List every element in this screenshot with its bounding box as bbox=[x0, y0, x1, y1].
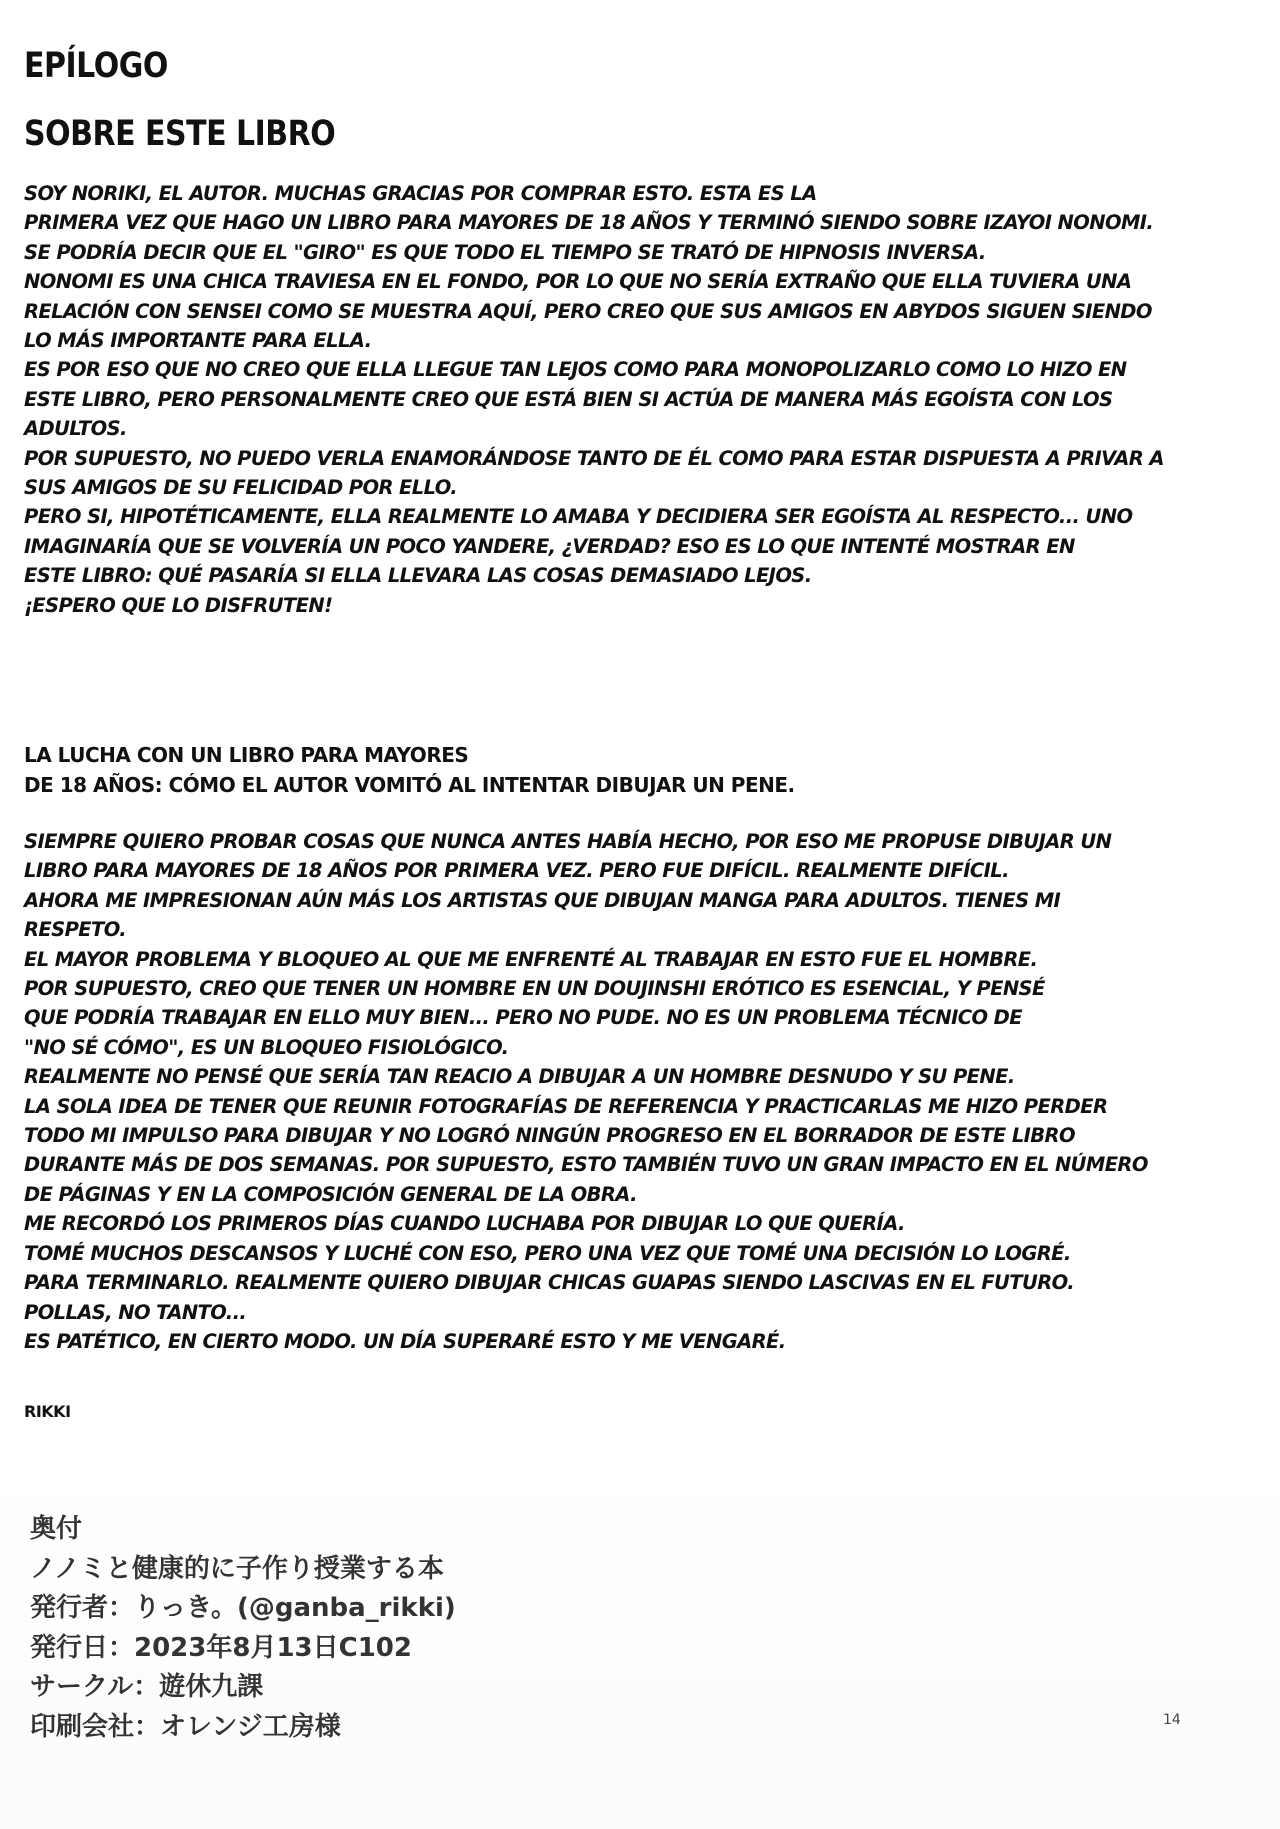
text-line: DURANTE MÁS DE DOS SEMANAS. POR SUPUESTO, ESTO TAMBIÉN TUVO UN GRAN IMPACTO EN EL NÚMERO bbox=[24, 1153, 1148, 1177]
text-line: LIBRO PARA MAYORES DE 18 AÑOS POR PRIMERA VEZ. PERO FUE DIFÍCIL. REALMENTE DIFÍCIL. bbox=[24, 859, 1009, 883]
text-line: LA SOLA IDEA DE TENER QUE REUNIR FOTOGRAFÍAS DE REFERENCIA Y PRACTICARLAS ME HIZO PERDER bbox=[24, 1094, 1108, 1118]
colophon bbox=[30, 1510, 456, 1747]
section1-title: SOBRE ESTE LIBRO bbox=[24, 114, 336, 155]
text-line: IMAGINARÍA QUE SE VOLVERÍA UN POCO YANDERE, ¿VERDAD? ESO ES LO QUE INTENTÉ MOSTRAR EN bbox=[24, 534, 1075, 558]
colophon-date: 発行日：2023年8月13日C102 bbox=[30, 1632, 412, 1663]
text-line: POLLAS, NO TANTO... bbox=[24, 1300, 247, 1324]
text-line: SOY NORIKI, EL AUTOR. MUCHAS GRACIAS POR COMPRAR ESTO. ESTA ES LA bbox=[24, 182, 817, 205]
text-line: SE PODRÍA DECIR QUE EL "GIRO" ES QUE TODO EL TIEMPO SE TRATÓ DE HIPNOSIS INVERSA. bbox=[24, 240, 986, 264]
text-line: PARA TERMINARLO. REALMENTE QUIERO DIBUJAR CHICAS GUAPAS SIENDO LASCIVAS EN EL FUTURO. bbox=[24, 1271, 1074, 1295]
title-line: DE 18 AÑOS: CÓMO EL AUTOR VOMITÓ AL INTENTAR DIBUJAR UN PENE. bbox=[24, 773, 795, 797]
text-line: PERO SI, HIPOTÉTICAMENTE, ELLA REALMENTE LO AMABA Y DECIDIERA SER EGOÍSTA AL RESPECTO... UNO bbox=[24, 505, 1133, 529]
page-number: 14 bbox=[1163, 1712, 1181, 1728]
title-line: LA LUCHA CON UN LIBRO PARA MAYORES bbox=[24, 743, 469, 767]
colophon-heading: 奥付 bbox=[30, 1514, 83, 1544]
text-line: "NO SÉ CÓMO", ES UN BLOQUEO FISIOLÓGICO. bbox=[24, 1035, 509, 1059]
text-line: ¡ESPERO QUE LO DISFRUTEN! bbox=[24, 593, 333, 617]
text-line: REALMENTE NO PENSÉ QUE SERÍA TAN REACIO A DIBUJAR A UN HOMBRE DESNUDO Y SU PENE. bbox=[24, 1065, 1015, 1089]
colophon-publisher: 発行者：りっき。(@ganba_rikki) bbox=[30, 1593, 456, 1623]
author-signature: RIKKI bbox=[24, 1402, 71, 1421]
text-line: ME RECORDÓ LOS PRIMEROS DÍAS CUANDO LUCHABA POR DIBUJAR LO QUE QUERÍA. bbox=[24, 1212, 905, 1236]
text-line: SIEMPRE QUIERO PROBAR COSAS QUE NUNCA ANTES HABÍA HECHO, POR ESO ME PROPUSE DIBUJAR UN bbox=[24, 830, 1112, 853]
text-line: LO MÁS IMPORTANTE PARA ELLA. bbox=[24, 329, 372, 353]
text-line: TODO MI IMPULSO PARA DIBUJAR Y NO LOGRÓ NINGÚN PROGRESO EN EL BORRADOR DE ESTE LIBRO bbox=[24, 1124, 1075, 1148]
colophon-title: ノノミと健康的に子作り授業する本 bbox=[30, 1553, 444, 1584]
text-line: DE PÁGINAS Y EN LA COMPOSICIÓN GENERAL DE LA OBRA. bbox=[24, 1182, 637, 1206]
text-line: NONOMI ES UNA CHICA TRAVIESA EN EL FONDO, POR LO QUE NO SERÍA EXTRAÑO QUE ELLA TUVIERA UNA bbox=[24, 270, 1132, 294]
text-line: ES POR ESO QUE NO CREO QUE ELLA LLEGUE TAN LEJOS COMO PARA MONOPOLIZARLO COMO LO HIZO EN bbox=[24, 358, 1127, 382]
text-line: ADULTOS. bbox=[24, 417, 127, 441]
text-line: AHORA ME IMPRESIONAN AÚN MÁS LOS ARTISTAS QUE DIBUJAN MANGA PARA ADULTOS. TIENES MI bbox=[24, 888, 1061, 912]
text-line: SUS AMIGOS DE SU FELICIDAD POR ELLO. bbox=[24, 476, 458, 500]
text-line: TOMÉ MUCHOS DESCANSOS Y LUCHÉ CON ESO, PERO UNA VEZ QUE TOMÉ UNA DECISIÓN LO LOGRÉ. bbox=[24, 1241, 1071, 1265]
text-line: ESTE LIBRO, PERO PERSONALMENTE CREO QUE ESTÁ BIEN SI ACTÚA DE MANERA MÁS EGOÍSTA CON LOS bbox=[24, 387, 1113, 411]
text-line: POR SUPUESTO, CREO QUE TENER UN HOMBRE EN UN DOUJINSHI ERÓTICO ES ESENCIAL, Y PENSÉ bbox=[24, 977, 1045, 1001]
section1-body bbox=[24, 179, 1204, 620]
colophon-printer: 印刷会社：オレンジ工房様 bbox=[30, 1711, 341, 1742]
text-line: EL MAYOR PROBLEMA Y BLOQUEO AL QUE ME ENFRENTÉ AL TRABAJAR EN ESTO FUE EL HOMBRE. bbox=[24, 947, 1038, 971]
section2-body bbox=[24, 827, 1204, 1356]
text-line: ES PATÉTICO, EN CIERTO MODO. UN DÍA SUPERARÉ ESTO Y ME VENGARÉ. bbox=[24, 1329, 786, 1353]
page-heading: EPÍLOGO bbox=[24, 46, 168, 87]
text-line: QUE PODRÍA TRABAJAR EN ELLO MUY BIEN... PERO NO PUDE. NO ES UN PROBLEMA TÉCNICO DE bbox=[24, 1006, 1022, 1030]
text-line: ESTE LIBRO: QUÉ PASARÍA SI ELLA LLEVARA LAS COSAS DEMASIADO LEJOS. bbox=[24, 564, 812, 588]
text-line: PRIMERA VEZ QUE HAGO UN LIBRO PARA MAYORES DE 18 AÑOS Y TERMINÓ SIENDO SOBRE IZAYOI NONOMI. bbox=[24, 211, 1154, 235]
colophon-circle: サークル：遊休九課 bbox=[30, 1672, 264, 1702]
text-line: POR SUPUESTO, NO PUEDO VERLA ENAMORÁNDOSE TANTO DE ÉL COMO PARA ESTAR DISPUESTA A PRIVAR A bbox=[24, 446, 1164, 470]
section2-title bbox=[24, 740, 795, 800]
text-line: RESPETO. bbox=[24, 918, 127, 942]
text-line: RELACIÓN CON SENSEI COMO SE MUESTRA AQUÍ, PERO CREO QUE SUS AMIGOS EN ABYDOS SIGUEN SIENDO bbox=[24, 299, 1152, 323]
